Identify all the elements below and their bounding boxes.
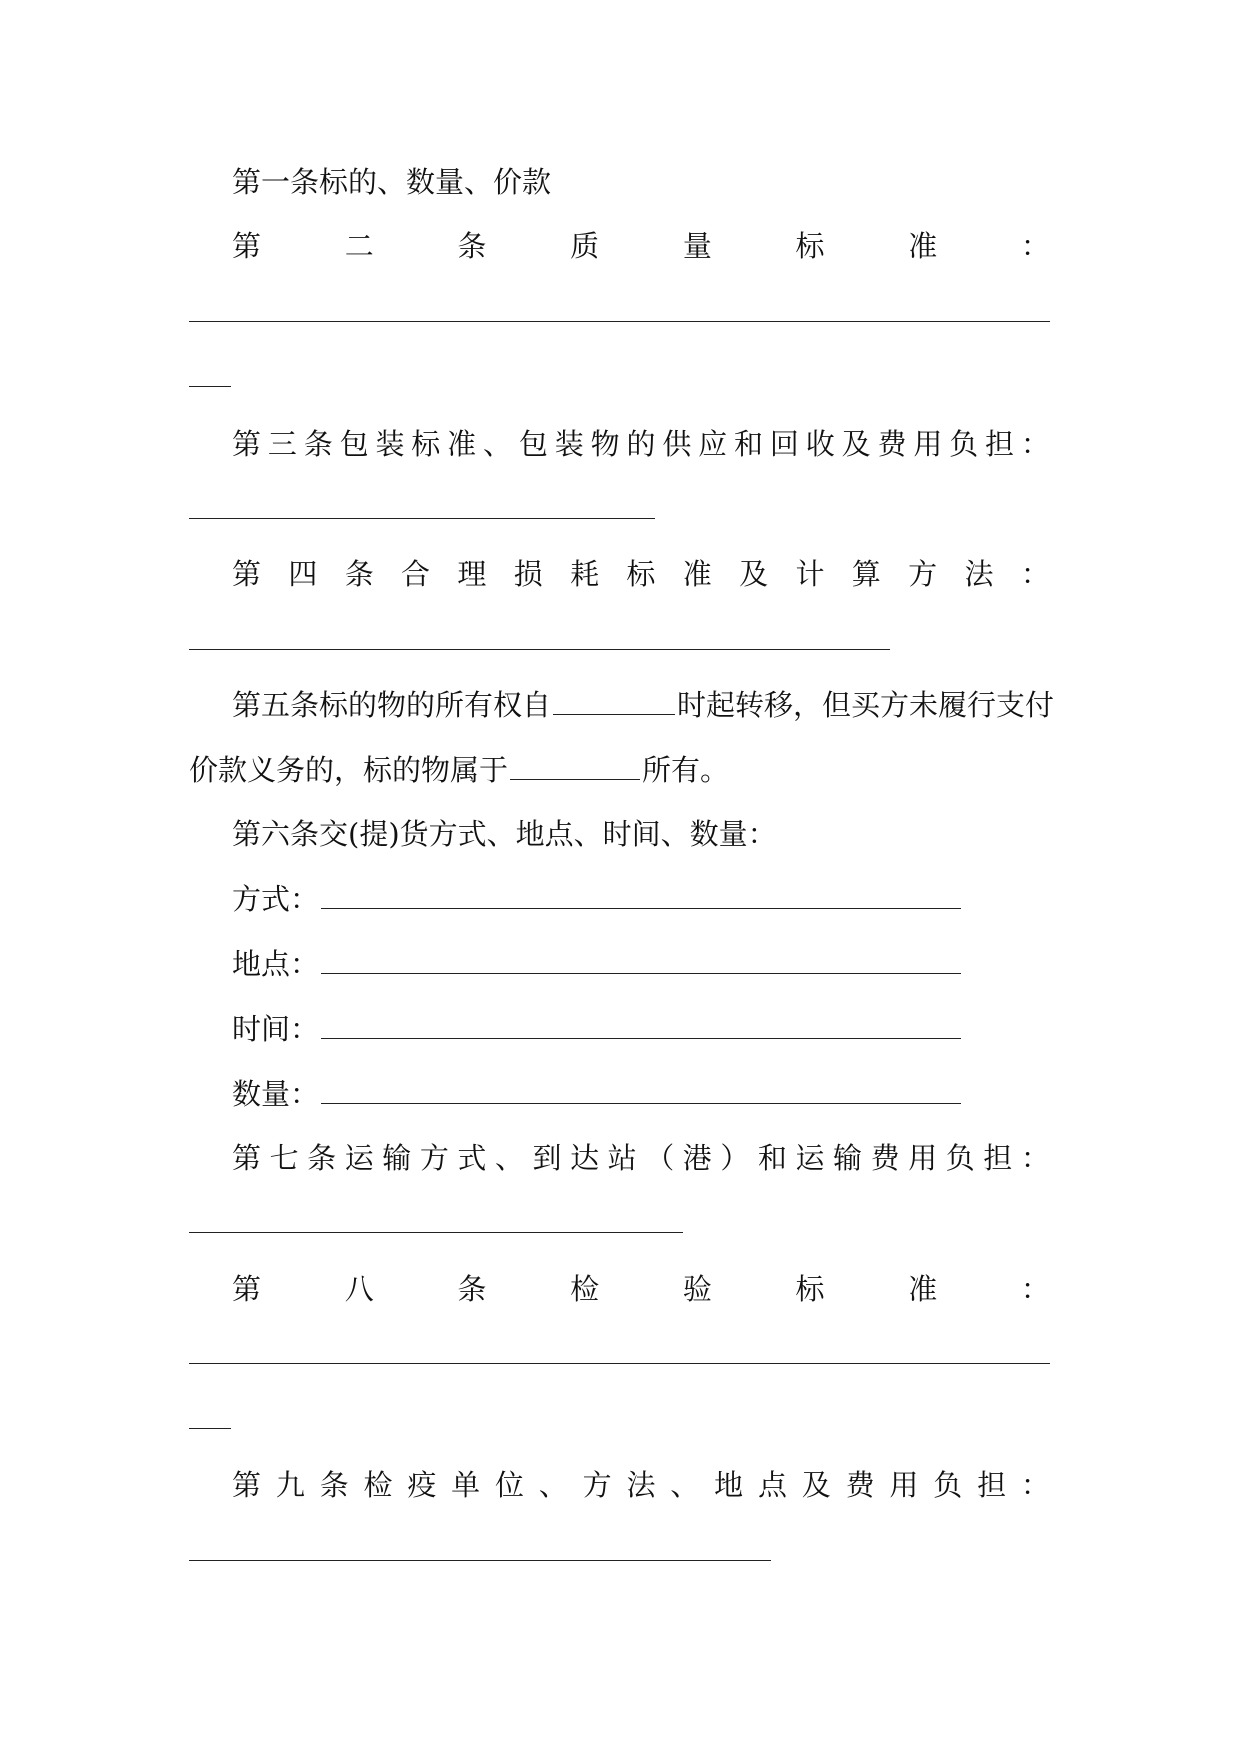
delivery-place-label: 地点： xyxy=(232,947,320,981)
clause-4-char: 损 xyxy=(513,557,543,591)
delivery-quantity-row xyxy=(232,1076,963,1112)
clause-3-char: 用 xyxy=(913,427,943,461)
clause-4-char: 合 xyxy=(401,557,431,591)
clause-3 xyxy=(232,426,1050,462)
clause-9-char: 费 xyxy=(845,1468,875,1502)
delivery-time-row xyxy=(232,1011,963,1047)
clause-3-char: 准 xyxy=(447,427,477,461)
clause-9-char: 及 xyxy=(801,1468,831,1502)
clause-9-char: 位 xyxy=(494,1468,524,1502)
clause-2-char: 准 xyxy=(908,229,938,263)
clause-3-char: 标 xyxy=(411,427,441,461)
clause-9-char: 第 xyxy=(232,1468,262,1502)
clause-3-char: 装 xyxy=(375,427,405,461)
clause-8-char: 标 xyxy=(795,1272,825,1306)
delivery-quantity-label: 数量： xyxy=(232,1077,320,1111)
clause-9-fill-line xyxy=(189,1560,771,1561)
clause-9-char: 、 xyxy=(670,1468,700,1502)
clause-4-char: 耗 xyxy=(570,557,600,591)
clause-7-char: 运 xyxy=(344,1141,374,1175)
clause-2-fill-line xyxy=(189,321,1050,322)
delivery-place-blank[interactable] xyxy=(321,947,961,974)
clause-9-char: 疫 xyxy=(407,1468,437,1502)
clause-8-char: 准 xyxy=(908,1272,938,1306)
clause-4-char: 条 xyxy=(344,557,374,591)
clause-9-char: ： xyxy=(1020,1468,1050,1502)
clause-7-char: ： xyxy=(1020,1141,1050,1175)
clause-5-text: 价款义务的，标的物属于 xyxy=(189,753,509,787)
clause-4-char: 第 xyxy=(232,557,262,591)
transfer-time-blank[interactable] xyxy=(553,688,675,715)
clause-7-char: 、 xyxy=(494,1141,524,1175)
clause-8-char: 验 xyxy=(682,1272,712,1306)
clause-3-char: 和 xyxy=(734,427,764,461)
clause-3-char: 负 xyxy=(949,427,979,461)
clause-3-char: 回 xyxy=(769,427,799,461)
clause-7-char: 用 xyxy=(908,1141,938,1175)
clause-1: 第一条标的、数量、价款 xyxy=(232,165,552,199)
clause-4-char: 及 xyxy=(739,557,769,591)
clause-2-char: 标 xyxy=(795,229,825,263)
delivery-quantity-blank[interactable] xyxy=(321,1077,961,1104)
clause-9-char: 法 xyxy=(626,1468,656,1502)
clause-3-char: 包 xyxy=(518,427,548,461)
clause-5-line-1 xyxy=(232,687,1054,723)
clause-3-char: 三 xyxy=(267,427,297,461)
clause-7-char: 方 xyxy=(419,1141,449,1175)
clause-4-char: 准 xyxy=(682,557,712,591)
clause-9-char: 方 xyxy=(582,1468,612,1502)
clause-8-fill-line xyxy=(189,1363,1050,1364)
clause-2-char: 第 xyxy=(232,229,262,263)
clause-9-char: 九 xyxy=(275,1468,305,1502)
clause-7-char: 负 xyxy=(945,1141,975,1175)
clause-7-char: 费 xyxy=(870,1141,900,1175)
owner-blank[interactable] xyxy=(510,753,640,780)
clause-2-char: 量 xyxy=(682,229,712,263)
clause-8-fill-line-cont xyxy=(189,1428,231,1429)
clause-7-char: 达 xyxy=(570,1141,600,1175)
clause-3-char: 担 xyxy=(985,427,1015,461)
clause-7-char: 和 xyxy=(757,1141,787,1175)
clause-7-char: 第 xyxy=(232,1141,262,1175)
clause-3-char: 包 xyxy=(339,427,369,461)
clause-7-char: （ xyxy=(645,1141,675,1175)
clause-2-char: 质 xyxy=(570,229,600,263)
clause-9-char: 检 xyxy=(363,1468,393,1502)
clause-8-char: 检 xyxy=(570,1272,600,1306)
clause-3-char: 、 xyxy=(483,427,513,461)
clause-4-char: 法 xyxy=(964,557,994,591)
delivery-place-row xyxy=(232,946,963,982)
clause-3-char: 供 xyxy=(662,427,692,461)
clause-9-char: 担 xyxy=(977,1468,1007,1502)
clause-4 xyxy=(232,556,1050,592)
clause-3-char: 第 xyxy=(232,427,262,461)
clause-7-char: 七 xyxy=(269,1141,299,1175)
clause-4-char: 理 xyxy=(457,557,487,591)
clause-7-char: 站 xyxy=(607,1141,637,1175)
clause-3-char: 应 xyxy=(698,427,728,461)
clause-3-char: 物 xyxy=(590,427,620,461)
clause-7 xyxy=(232,1140,1050,1176)
clause-7-char: 担 xyxy=(983,1141,1013,1175)
clause-7-char: 条 xyxy=(307,1141,337,1175)
clause-7-char: 输 xyxy=(382,1141,412,1175)
clause-9-char: 条 xyxy=(319,1468,349,1502)
delivery-time-label: 时间： xyxy=(232,1012,320,1046)
delivery-time-blank[interactable] xyxy=(321,1012,961,1039)
delivery-method-row xyxy=(232,881,963,917)
clause-3-char: ： xyxy=(1020,427,1050,461)
clause-8 xyxy=(232,1271,1050,1307)
clause-4-char: ： xyxy=(1020,557,1050,591)
clause-5-text: 所有。 xyxy=(642,753,730,787)
clause-9-char: 用 xyxy=(889,1468,919,1502)
clause-7-char: 港 xyxy=(682,1141,712,1175)
clause-3-char: 费 xyxy=(877,427,907,461)
clause-7-char: 输 xyxy=(833,1141,863,1175)
clause-8-char: 第 xyxy=(232,1272,262,1306)
clause-3-char: 及 xyxy=(841,427,871,461)
clause-7-char: 运 xyxy=(795,1141,825,1175)
clause-4-char: 计 xyxy=(795,557,825,591)
clause-9-char: 地 xyxy=(714,1468,744,1502)
clause-7-char: 到 xyxy=(532,1141,562,1175)
clause-3-char: 条 xyxy=(303,427,333,461)
clause-3-char: 装 xyxy=(554,427,584,461)
clause-9-char: 负 xyxy=(933,1468,963,1502)
clause-2-fill-line-cont xyxy=(189,386,231,387)
clause-2-char: 条 xyxy=(457,229,487,263)
clause-4-char: 算 xyxy=(851,557,881,591)
clause-9-char: 点 xyxy=(757,1468,787,1502)
clause-4-char: 四 xyxy=(288,557,318,591)
clause-4-char: 方 xyxy=(908,557,938,591)
clause-2-char: 二 xyxy=(344,229,374,263)
clause-9-char: 单 xyxy=(451,1468,481,1502)
clause-3-char: 收 xyxy=(805,427,835,461)
clause-5-line-2 xyxy=(189,752,729,788)
clause-5-text: 时起转移，但买方未履行支付 xyxy=(677,688,1055,722)
clause-7-char: 式 xyxy=(457,1141,487,1175)
delivery-method-label: 方式： xyxy=(232,882,320,916)
clause-7-fill-line xyxy=(189,1232,683,1233)
delivery-method-blank[interactable] xyxy=(321,882,961,909)
clause-5-text: 第五条标的物的所有权自 xyxy=(232,688,552,722)
clause-8-char: ： xyxy=(1020,1272,1050,1306)
clause-9 xyxy=(232,1467,1050,1503)
clause-3-fill-line xyxy=(189,518,655,519)
clause-7-char: ） xyxy=(720,1141,750,1175)
clause-3-char: 的 xyxy=(626,427,656,461)
clause-8-char: 八 xyxy=(344,1272,374,1306)
clause-8-char: 条 xyxy=(457,1272,487,1306)
clause-4-fill-line xyxy=(189,649,890,650)
clause-6: 第六条交(提)货方式、地点、时间、数量： xyxy=(232,817,777,851)
clause-2 xyxy=(232,228,1050,264)
clause-4-char: 标 xyxy=(626,557,656,591)
clause-9-char: 、 xyxy=(538,1468,568,1502)
clause-2-char: ： xyxy=(1020,229,1050,263)
